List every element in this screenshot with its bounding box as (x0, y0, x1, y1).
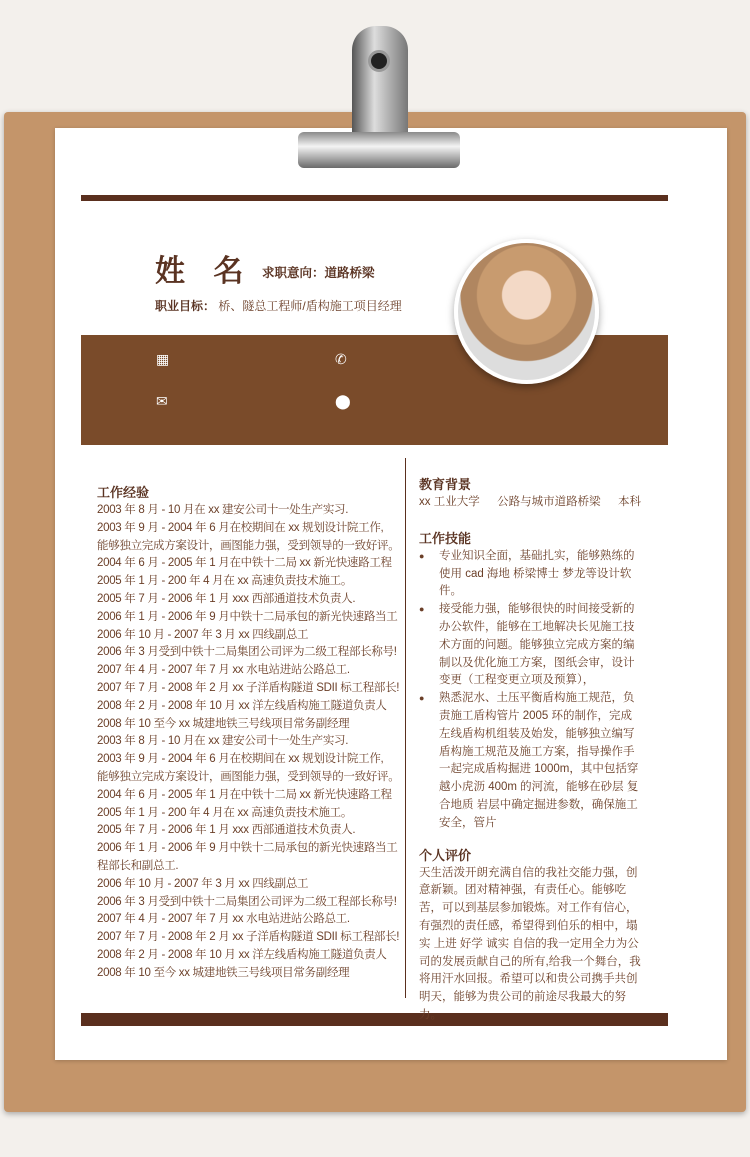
calendar-icon: ▦ (156, 351, 170, 367)
location-icon: ⬤ (335, 393, 351, 409)
list-item: 2006 年 1 月 - 2006 年 9 月中铁十二局承包的新光快速路当工 (97, 842, 398, 855)
list-item: 程部长和副总工. (97, 859, 179, 872)
job-intent (262, 263, 375, 281)
list-item: 2008 年 2 月 - 2008 年 10 月 xx 洋左线盾构施工隧道负责人 (97, 699, 387, 712)
list-item: 2003 年 8 月 - 10 月在 xx 建安公司十一处生产实习. (97, 504, 349, 516)
profile-photo (454, 239, 599, 384)
list-item: 2008 年 10 至今 xx 城建地铁三号线项目常务副经理 (97, 966, 350, 979)
list-item: 2006 年 10 月 - 2007 年 3 月 xx 四线副总工 (97, 877, 309, 890)
goal-value: 桥、隧总工程师/盾构施工项目经理 (218, 299, 402, 313)
major: 公路与城市道路桥梁 (497, 496, 601, 508)
mail-icon: ✉ (156, 393, 168, 409)
list-item: 2005 年 1 月 - 200 年 4 月在 xx 高速负责技术施工。 (97, 575, 353, 588)
list-item: 2007 年 4 月 - 2007 年 7 月 xx 水电站进站公路总工. (97, 913, 350, 926)
section-title: 工作经验 (97, 485, 150, 500)
list-item: 2007 年 4 月 - 2007 年 7 月 xx 水电站进站公路总工. (97, 664, 350, 677)
list-item: 2006 年 3 月受到中铁十二局集团公司评为二级工程部长称号! (97, 646, 397, 659)
skills-list (419, 548, 641, 833)
list-item: 2003 年 9 月 - 2004 年 6 月在校期间在 xx 规划设计院工作, (97, 753, 384, 766)
section-title: 工作技能 (419, 530, 472, 546)
clip-icon (352, 26, 408, 141)
list-item: 2003 年 8 月 - 10 月在 xx 建安公司十一处生产实习. (97, 735, 349, 748)
education-row (419, 494, 641, 512)
clip-hole (368, 50, 390, 72)
list-item: 2006 年 3 月受到中铁十二局集团公司评为二级工程部长称号! (97, 895, 397, 908)
top-divider (81, 195, 668, 201)
career-goal (155, 297, 402, 314)
list-item: 能够独立完成方案设计，画图能力强，受到领导的一致好评。 (97, 539, 400, 552)
list-item: 2005 年 7 月 - 2006 年 1 月 xxx 西部通道技术负责人. (97, 592, 356, 605)
list-item: ● 熟悉泥水、土压平衡盾构施工规范，负责施工盾构管片 2005 环的制作，完成左线盾构机组装及始发，能够独立编写盾构施工规范及施工方案，指导操作手一起完成盾构掘进 1000m，其中包括穿越小虎沥 400m 的河流，能够在砂层 复合地质 岩层中确定掘进参数，确保施工安全，管片 (419, 690, 641, 832)
list-item: 2007 年 7 月 - 2008 年 2 月 xx 子洋盾构隧道 SDII 标工程部长! (97, 681, 400, 694)
column-divider (405, 458, 406, 998)
work-experience (97, 484, 403, 983)
list-item: 能够独立完成方案设计，画图能力强，受到领导的一致好评。 (97, 770, 400, 783)
evaluation-text: 天生活泼开朗充满自信的我社交能力强，创意新颖。团对精神强，有责任心。能够吃苦，可以到基层参加锻炼。对工作有信心，有强烈的责任感，希望得到伯乐的相中，塌实 上进 好学 诚实 自信的我一定用全力为公司的发展贡献自己的所有,给我一个舞台，我将用汗水回报。希望可以和贵公司携手共创明天，能够为贵公司的前途尽我最大的努力。 (419, 866, 641, 1021)
list-item: ● 专业知识全面，基础扎实，能够熟练的使用 cad 海地 桥梁博士 梦龙等设计软件。 (419, 548, 641, 601)
goal-label: 职业目标： (155, 299, 216, 313)
list-item: 2005 年 1 月 - 200 年 4 月在 xx 高速负责技术施工。 (97, 806, 353, 819)
name: 姓 名 (155, 255, 254, 288)
list-item: 2006 年 1 月 - 2006 年 9 月中铁十二局承包的新光快速路当工 (97, 610, 398, 623)
list-item: 2006 年 10 月 - 2007 年 3 月 xx 四线副总工 (97, 628, 309, 641)
phone-icon: ✆ (335, 351, 347, 367)
intent-label: 求职意向： (262, 266, 325, 280)
list-item: 2004 年 6 月 - 2005 年 1 月在中铁十二局 xx 新光快速路工程 (97, 557, 392, 570)
list-item: 2008 年 2 月 - 2008 年 10 月 xx 洋左线盾构施工隧道负责人 (97, 948, 387, 961)
list-item: ● 接受能力强，能够很快的时间接受新的办公软件，能够在工地解决长见施工技术方面的问题。能够独立完成方案的编制以及优化施工方案，图纸会审，设计变更（工程变更立项及预算）， (419, 601, 641, 690)
list-item: 2008 年 10 至今 xx 城建地铁三号线项目常务副经理 (97, 717, 350, 730)
list-item: 2005 年 7 月 - 2006 年 1 月 xxx 西部通道技术负责人. (97, 824, 356, 837)
school: xx 工业大学 (419, 496, 480, 508)
intent-value: 道路桥梁 (324, 266, 375, 280)
list-item: 2007 年 7 月 - 2008 年 2 月 xx 子洋盾构隧道 SDII 标工程部长! (97, 931, 400, 944)
clip-base (298, 132, 460, 168)
right-column (419, 476, 641, 1025)
list-item: 2003 年 9 月 - 2004 年 6 月在校期间在 xx 规划设计院工作, (97, 521, 384, 534)
degree: 本科 (617, 496, 641, 508)
section-title: 个人评价 (419, 847, 472, 863)
section-title: 教育背景 (419, 477, 472, 492)
list-item: 2004 年 6 月 - 2005 年 1 月在中铁十二局 xx 新光快速路工程 (97, 788, 392, 801)
